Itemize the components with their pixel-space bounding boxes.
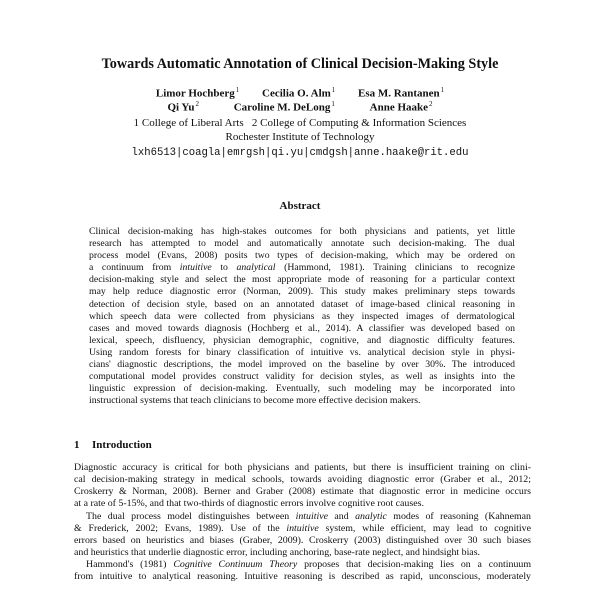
paragraph [74,511,531,560]
abstract-line: computational model provides construct validity for decision styles, as well as insights into the [89,371,515,383]
paper-title: Towards Automatic Annotation of Clinical Decision-Making Style [101,56,499,72]
paragraph [74,559,531,583]
abstract-line: instructional systems that teach clinicians to become more effective decision makers. [89,395,421,407]
abstract-line: research has attempted to model and automatically annotate such decision-making. The dual [89,238,515,250]
author: Cecilia O. Alm$^1$ [262,86,336,100]
body-line: cal decision-making strategy in medical schools, towards avoiding diagnostic error (Graber et al., 2012; [74,474,531,486]
author-emails[interactable]: lxh6513|coagla|emrgsh|qi.yu|cmdgsh|anne.haake@rit.edu [131,147,469,159]
body-line: errors based on heuristics and biases (Graber, 2009). Croskerry (2003) distinguished over 30 such biases [74,534,531,546]
abstract-line: which speech data were collected from physicians as they inspected images of dermatological [89,310,515,322]
body-line: and heuristics that underlie diagnostic error, including anchoring, base-rate neglect, and hindsight bias. [74,547,481,559]
author-line-2 [0,100,600,114]
abstract-line: lexical, speech, disfluency, physician demographic, cognitive, and diagnostic difficulty features. [89,334,515,346]
abstract-body [89,226,515,407]
paragraph [74,462,531,511]
abstract-line: a continuum from intuitive to analytical (Hammond, 1981). Training clinicians to recognize [89,262,516,274]
section-heading [74,439,152,451]
body-line: & Frederick, 2002; Evans, 1989). Use of the intuitive system, while efficient, may lead to cognitive [74,522,531,534]
section-number: 1 [74,439,80,451]
abstract-line: cases and moved towards diagnosis (Hochberg et al., 2014). A classifier was developed based on [89,322,515,334]
author: Esa M. Rantanen$^1$ [358,86,445,100]
author-line-1 [0,86,600,100]
body-line: Diagnostic accuracy is critical for both physicians and patients, but there is insufficient training on clini- [74,462,531,473]
abstract-line: Using random forests for binary classification of intuitive vs. analytical decision style in physi- [89,346,515,358]
author: Caroline M. DeLong$^1$ [233,100,335,114]
body-line: Hammond's (1981) Cognitive Continuum Theory proposes that decision-making lies on a continuum [86,559,532,571]
section-title: Introduction [92,439,152,451]
affiliations-line-1: 1 College of Liberal Arts 2 College of Computing & Information Sciences [133,117,467,129]
abstract-line: decision-making style and select the most appropriate mode of reasoning for a particular context [89,274,515,286]
abstract-line: may help reduce diagnostic error (Norman, 2009). This study makes preliminary steps towards [89,286,515,298]
body-line: Croskerry & Norman, 2008). Berner and Graber (2008) estimate that diagnostic error in medicine occurs [74,486,531,498]
body-line: The dual process model distinguishes between intuitive and analytic modes of reasoning (Kahneman [86,510,531,522]
author: Qi Yu$^2$ [167,100,199,114]
author: Limor Hochberg$^1$ [155,86,240,100]
abstract-heading: Abstract [279,200,321,212]
introduction-body [74,462,531,584]
body-line: at a rate of 5-15%, and that two-thirds of diagnostic errors involve cognitive root causes. [74,498,424,510]
abstract-line: cians' diagnostic descriptions, the model improved on the baseline by over 30%. The introduced [89,359,515,371]
author: Anne Haake$^2$ [369,100,433,114]
abstract-line: detection of decision style, based on an annotated dataset of image-based clinical reasoning in [89,298,515,310]
abstract-line: Clinical decision-making has high-stakes outcomes for both physicians and patients, yet little [89,226,515,237]
affiliations-line-2: Rochester Institute of Technology [225,131,375,143]
abstract-line: linguistic expression of decision-making. Eventually, such modeling may be incorporated into [89,383,515,395]
body-line: from intuitive to analytical reasoning. Intuitive reasoning is described as rapid, unconscious, moderately [74,571,531,583]
abstract-line: process model (Evans, 2008) posits two types of decision-making, which may be ordered on [89,250,515,262]
